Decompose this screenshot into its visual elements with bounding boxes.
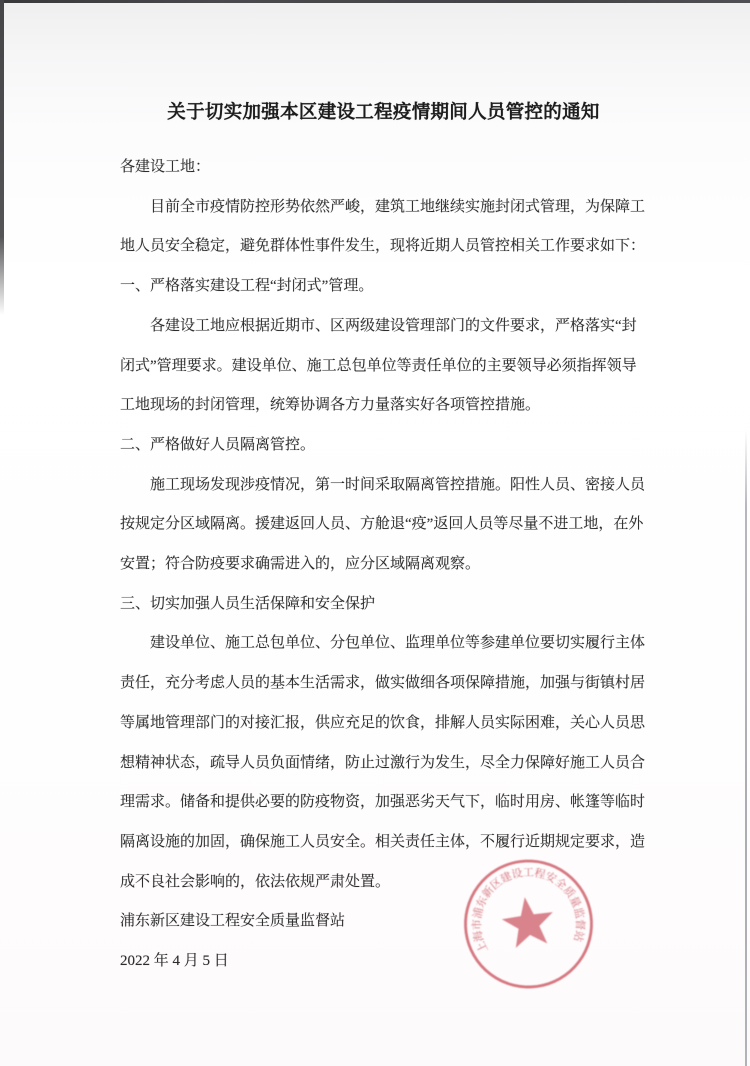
scan-edge-top bbox=[0, 0, 750, 3]
section-3-heading: 三、切实加强人员生活保障和安全保护 bbox=[120, 595, 376, 612]
section-3-body: 建设单位、施工总包单位、分包单位、监理单位等参建单位要切实履行主体责任，充分考虑人员的基本生活需求，做实做细各项保障措施，加强与街镇村居等属地管理部门的对接汇报，供应充足的饮食，排解人员实际困难，关心人员思想精神状态，疏导人员负面情绪，防止过激行为发生，尽全力保障好施工人员合理需求。储备和提供必要的防疫物资，加强恶劣天气下，临时用房、帐篷等临时隔离设施的加固，确保施工人员安全。相关责任主体，不履行近期规定要求，造成不良社会影响的，依法依规严肃处置。 bbox=[120, 635, 646, 890]
signature: 浦东新区建设工程安全质量监督站 bbox=[120, 913, 346, 930]
section-1-body: 各建设工地应根据近期市、区两级建设管理部门的文件要求，严格落实“封闭式”管理要求。建设单位、施工总包单位等责任单位的主要领导必须指挥领导工地现场的封闭管理，统筹协调各方力量落实好各项管控措施。 bbox=[120, 317, 637, 414]
notice-title: 关于切实加强本区建设工程疫情期间人员管控的通知 bbox=[167, 103, 600, 123]
section-2-body: 施工现场发现涉疫情况，第一时间采取隔离管控措施。阳性人员、密接人员按规定分区域隔离。援建返回人员、方舱退“疫”返回人员等尽量不进工地，在外安置；符合防疫要求确需进入的，应分区域隔离观察。 bbox=[120, 476, 646, 573]
salutation: 各建设工地： bbox=[120, 159, 211, 175]
document-body bbox=[0, 100, 647, 982]
date-line: 2022 年 4 月 5 日 bbox=[120, 953, 229, 970]
scan-edge-right bbox=[745, 430, 747, 1066]
section-1-heading: 一、严格落实建设工程“封闭式”管理。 bbox=[120, 278, 374, 295]
seal-text: 上海市浦东新区建设工程安全质量监督站 bbox=[471, 866, 586, 955]
section-2-heading: 二、严格做好人员隔离管控。 bbox=[120, 436, 316, 453]
intro-paragraph: 目前全市疫情防控形势依然严峻，建筑工地继续实施封闭式管理，为保障工地人员安全稳定，避免群体性事件发生，现将近期人员管控相关工作要求如下： bbox=[120, 198, 646, 255]
